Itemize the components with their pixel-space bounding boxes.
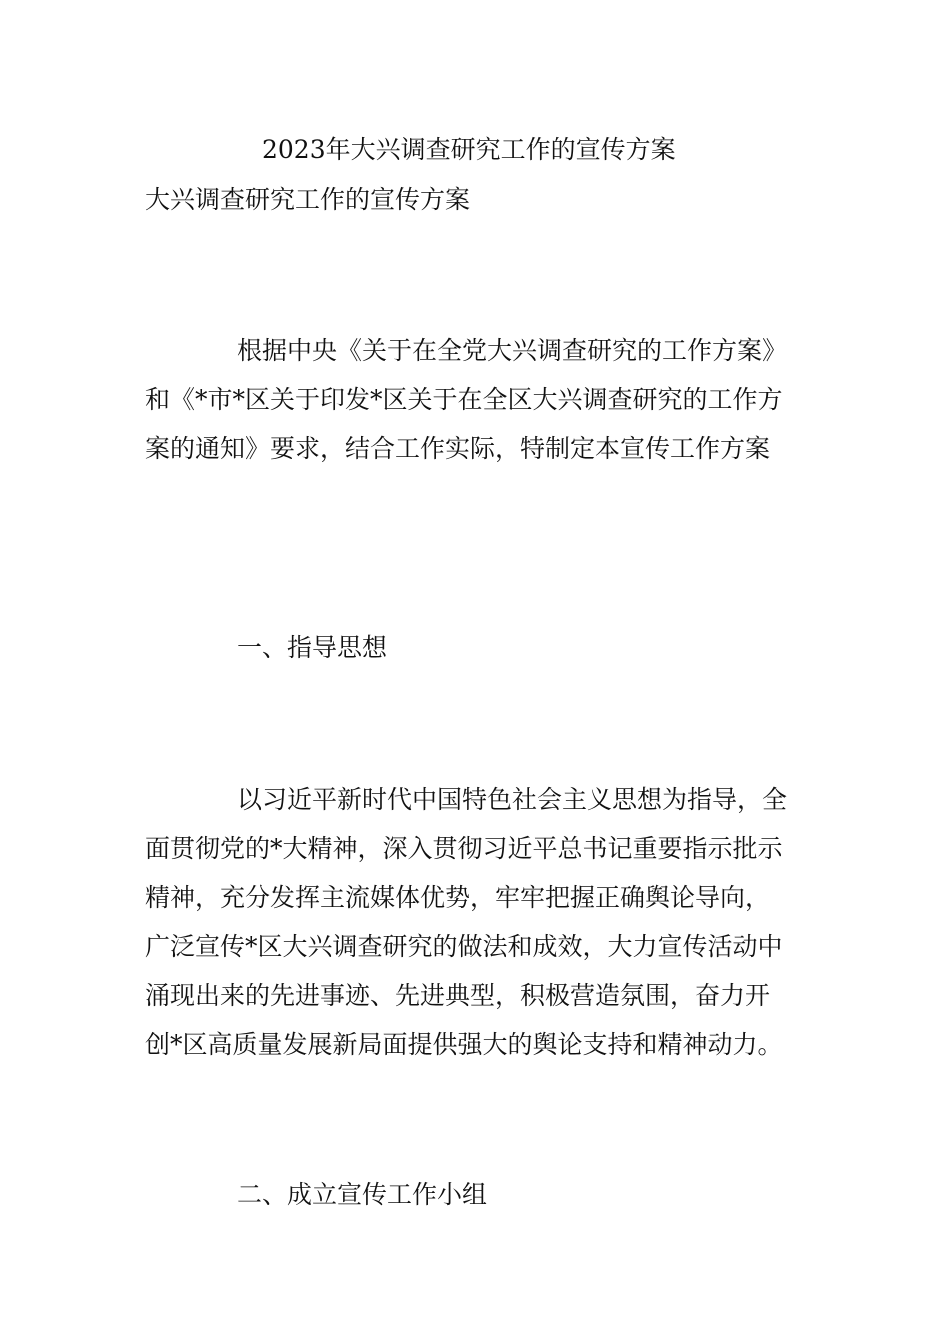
paragraph-line: 根据中央《关于在全党大兴调查研究的工作方案》 <box>237 336 788 365</box>
guiding-ideology-paragraph <box>145 775 825 1069</box>
paragraph-line: 精神，充分发挥主流媒体优势，牢牢把握正确舆论导向， <box>145 883 771 912</box>
section-heading-guiding-ideology: 一、指导思想 <box>237 633 388 662</box>
paragraph-line: 面贯彻党的*大精神，深入贯彻习近平总书记重要指示批示 <box>145 834 783 863</box>
paragraph-line: 以习近平新时代中国特色社会主义思想为指导，全 <box>237 785 788 814</box>
paragraph-line: 涌现出来的先进事迹、先进典型，积极营造氛围，奋力开 <box>145 981 771 1010</box>
paragraph-line: 创*区高质量发展新局面提供强大的舆论支持和精神动力。 <box>145 1030 783 1059</box>
paragraph-line: 案的通知》要求，结合工作实际，特制定本宣传工作方案 <box>145 434 771 463</box>
document-title: 2023年大兴调查研究工作的宣传方案 <box>262 135 676 164</box>
paragraph-line: 广泛宣传*区大兴调查研究的做法和成效，大力宣传活动中 <box>145 932 783 961</box>
intro-paragraph <box>145 326 825 473</box>
paragraph-line: 和《*市*区关于印发*区关于在全区大兴调查研究的工作方 <box>145 385 783 414</box>
document-subtitle: 大兴调查研究工作的宣传方案 <box>145 185 471 214</box>
section-heading-publicity-group: 二、成立宣传工作小组 <box>237 1180 488 1209</box>
